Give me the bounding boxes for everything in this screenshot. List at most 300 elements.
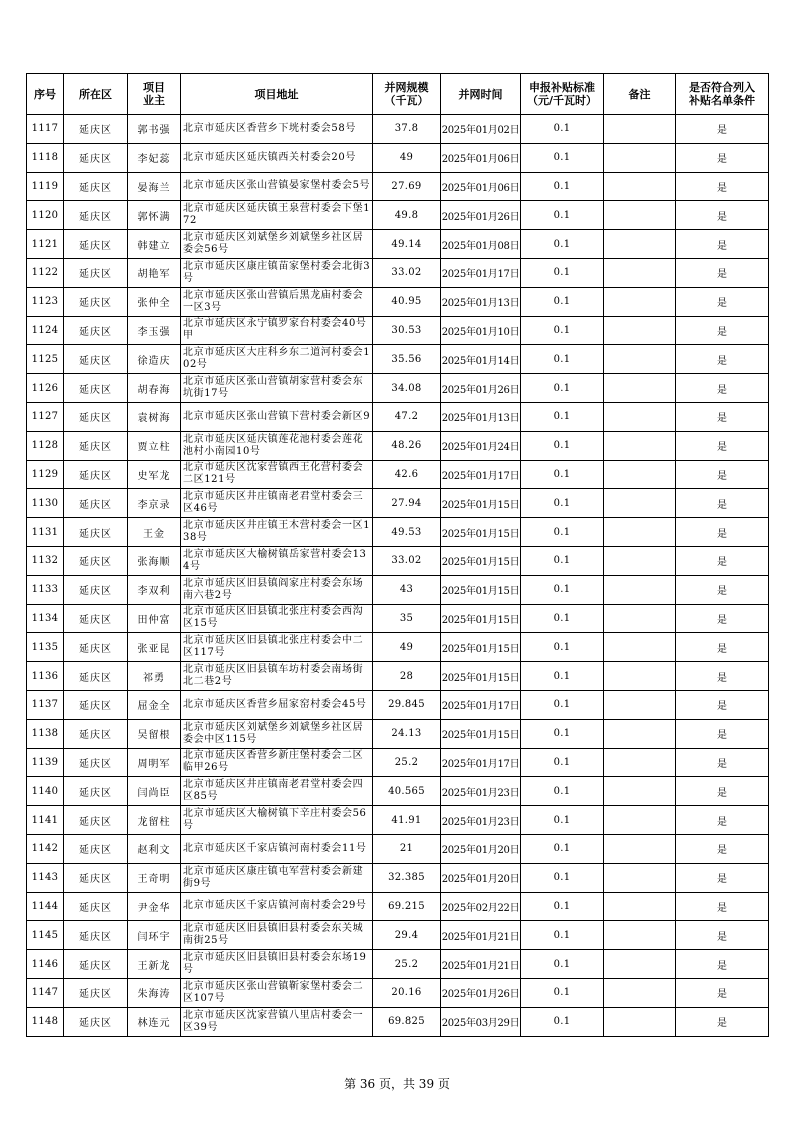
serial-cell: 1144 bbox=[27, 892, 64, 921]
subsidy-cell: 0.1 bbox=[521, 374, 604, 403]
district-cell: 延庆区 bbox=[64, 115, 128, 144]
grid-date-cell: 2025年01月17日 bbox=[441, 460, 521, 489]
district-cell: 延庆区 bbox=[64, 633, 128, 662]
grid-date-cell: 2025年01月21日 bbox=[441, 950, 521, 979]
header-district: 所在区 bbox=[64, 74, 128, 115]
address-cell: 北京市延庆区沈家营镇八里店村委会一区39号 bbox=[181, 1007, 373, 1036]
district-cell: 延庆区 bbox=[64, 690, 128, 719]
address-cell: 北京市延庆区井庄镇南老君堂村委会四区85号 bbox=[181, 777, 373, 806]
capacity-cell: 34.08 bbox=[373, 374, 441, 403]
grid-date-cell: 2025年01月13日 bbox=[441, 402, 521, 431]
capacity-cell: 42.6 bbox=[373, 460, 441, 489]
remarks-cell bbox=[604, 863, 676, 892]
subsidy-cell: 0.1 bbox=[521, 1007, 604, 1036]
eligibility-cell: 是 bbox=[676, 201, 769, 230]
capacity-cell: 47.2 bbox=[373, 402, 441, 431]
capacity-cell: 21 bbox=[373, 834, 441, 863]
table-row bbox=[27, 950, 769, 979]
serial-cell: 1143 bbox=[27, 863, 64, 892]
eligibility-cell: 是 bbox=[676, 143, 769, 172]
address-cell: 北京市延庆区千家店镇河南村委会29号 bbox=[181, 892, 373, 921]
district-cell: 延庆区 bbox=[64, 374, 128, 403]
table-row bbox=[27, 777, 769, 806]
subsidy-table bbox=[26, 73, 769, 1037]
capacity-cell: 28 bbox=[373, 662, 441, 691]
serial-cell: 1127 bbox=[27, 402, 64, 431]
eligibility-cell: 是 bbox=[676, 892, 769, 921]
grid-date-cell: 2025年01月06日 bbox=[441, 143, 521, 172]
table-row bbox=[27, 201, 769, 230]
serial-cell: 1147 bbox=[27, 978, 64, 1007]
address-cell: 北京市延庆区香营乡屈家窑村委会45号 bbox=[181, 690, 373, 719]
district-cell: 延庆区 bbox=[64, 950, 128, 979]
header-address: 项目地址 bbox=[181, 74, 373, 115]
capacity-cell: 20.16 bbox=[373, 978, 441, 1007]
district-cell: 延庆区 bbox=[64, 546, 128, 575]
grid-date-cell: 2025年01月23日 bbox=[441, 777, 521, 806]
eligibility-cell: 是 bbox=[676, 345, 769, 374]
remarks-cell bbox=[604, 575, 676, 604]
district-cell: 延庆区 bbox=[64, 460, 128, 489]
owner-cell: 尹金华 bbox=[128, 892, 181, 921]
eligibility-cell: 是 bbox=[676, 863, 769, 892]
capacity-cell: 27.94 bbox=[373, 489, 441, 518]
grid-date-cell: 2025年01月15日 bbox=[441, 633, 521, 662]
address-cell: 北京市延庆区大榆树镇岳家营村委会134号 bbox=[181, 546, 373, 575]
district-cell: 延庆区 bbox=[64, 345, 128, 374]
subsidy-cell: 0.1 bbox=[521, 662, 604, 691]
serial-cell: 1121 bbox=[27, 230, 64, 259]
eligibility-cell: 是 bbox=[676, 460, 769, 489]
owner-cell: 闫环宇 bbox=[128, 921, 181, 950]
remarks-cell bbox=[604, 287, 676, 316]
serial-cell: 1129 bbox=[27, 460, 64, 489]
owner-cell: 龙留柱 bbox=[128, 806, 181, 835]
capacity-cell: 29.4 bbox=[373, 921, 441, 950]
table-row bbox=[27, 316, 769, 345]
remarks-cell bbox=[604, 431, 676, 460]
subsidy-cell: 0.1 bbox=[521, 806, 604, 835]
remarks-cell bbox=[604, 115, 676, 144]
address-cell: 北京市延庆区香营乡新庄堡村委会二区临甲26号 bbox=[181, 748, 373, 777]
owner-cell: 张海顺 bbox=[128, 546, 181, 575]
capacity-cell: 24.13 bbox=[373, 719, 441, 748]
owner-cell: 郭怀满 bbox=[128, 201, 181, 230]
eligibility-cell: 是 bbox=[676, 806, 769, 835]
district-cell: 延庆区 bbox=[64, 287, 128, 316]
district-cell: 延庆区 bbox=[64, 719, 128, 748]
capacity-cell: 35 bbox=[373, 604, 441, 633]
serial-cell: 1139 bbox=[27, 748, 64, 777]
subsidy-cell: 0.1 bbox=[521, 978, 604, 1007]
subsidy-cell: 0.1 bbox=[521, 748, 604, 777]
eligibility-cell: 是 bbox=[676, 690, 769, 719]
remarks-cell bbox=[604, 1007, 676, 1036]
district-cell: 延庆区 bbox=[64, 489, 128, 518]
owner-cell: 李妃蕊 bbox=[128, 143, 181, 172]
remarks-cell bbox=[604, 402, 676, 431]
grid-date-cell: 2025年01月15日 bbox=[441, 575, 521, 604]
address-cell: 北京市延庆区刘斌堡乡刘斌堡乡社区居委会56号 bbox=[181, 230, 373, 259]
address-cell: 北京市延庆区张山营镇靳家堡村委会二区107号 bbox=[181, 978, 373, 1007]
header-grid-date: 并网时间 bbox=[441, 74, 521, 115]
subsidy-cell: 0.1 bbox=[521, 230, 604, 259]
owner-cell: 吴留根 bbox=[128, 719, 181, 748]
remarks-cell bbox=[604, 978, 676, 1007]
header-serial: 序号 bbox=[27, 74, 64, 115]
eligibility-cell: 是 bbox=[676, 748, 769, 777]
capacity-cell: 25.2 bbox=[373, 950, 441, 979]
capacity-cell: 69.825 bbox=[373, 1007, 441, 1036]
grid-date-cell: 2025年01月08日 bbox=[441, 230, 521, 259]
grid-date-cell: 2025年03月29日 bbox=[441, 1007, 521, 1036]
eligibility-cell: 是 bbox=[676, 719, 769, 748]
subsidy-cell: 0.1 bbox=[521, 863, 604, 892]
owner-cell: 王金 bbox=[128, 518, 181, 547]
subsidy-cell: 0.1 bbox=[521, 172, 604, 201]
grid-date-cell: 2025年01月17日 bbox=[441, 258, 521, 287]
subsidy-cell: 0.1 bbox=[521, 431, 604, 460]
capacity-cell: 32.385 bbox=[373, 863, 441, 892]
grid-date-cell: 2025年01月10日 bbox=[441, 316, 521, 345]
serial-cell: 1142 bbox=[27, 834, 64, 863]
owner-cell: 朱海涛 bbox=[128, 978, 181, 1007]
eligibility-cell: 是 bbox=[676, 662, 769, 691]
remarks-cell bbox=[604, 143, 676, 172]
remarks-cell bbox=[604, 230, 676, 259]
grid-date-cell: 2025年01月17日 bbox=[441, 690, 521, 719]
subsidy-cell: 0.1 bbox=[521, 316, 604, 345]
remarks-cell bbox=[604, 950, 676, 979]
serial-cell: 1138 bbox=[27, 719, 64, 748]
serial-cell: 1136 bbox=[27, 662, 64, 691]
capacity-cell: 30.53 bbox=[373, 316, 441, 345]
remarks-cell bbox=[604, 604, 676, 633]
owner-cell: 周明军 bbox=[128, 748, 181, 777]
address-cell: 北京市延庆区张山营镇胡家营村委会东坑街17号 bbox=[181, 374, 373, 403]
table-row bbox=[27, 345, 769, 374]
address-cell: 北京市延庆区井庄镇王木营村委会一区138号 bbox=[181, 518, 373, 547]
owner-cell: 李双利 bbox=[128, 575, 181, 604]
owner-cell: 王新龙 bbox=[128, 950, 181, 979]
address-cell: 北京市延庆区刘斌堡乡刘斌堡乡社区居委会中区115号 bbox=[181, 719, 373, 748]
grid-date-cell: 2025年01月15日 bbox=[441, 489, 521, 518]
eligibility-cell: 是 bbox=[676, 172, 769, 201]
eligibility-cell: 是 bbox=[676, 402, 769, 431]
address-cell: 北京市延庆区康庄镇屯军营村委会新建街9号 bbox=[181, 863, 373, 892]
owner-cell: 郭书强 bbox=[128, 115, 181, 144]
owner-cell: 闫尚臣 bbox=[128, 777, 181, 806]
subsidy-cell: 0.1 bbox=[521, 719, 604, 748]
address-cell: 北京市延庆区张山营镇下营村委会新区9 bbox=[181, 402, 373, 431]
eligibility-cell: 是 bbox=[676, 374, 769, 403]
district-cell: 延庆区 bbox=[64, 806, 128, 835]
capacity-cell: 49 bbox=[373, 143, 441, 172]
owner-cell: 徐造庆 bbox=[128, 345, 181, 374]
grid-date-cell: 2025年01月26日 bbox=[441, 201, 521, 230]
subsidy-cell: 0.1 bbox=[521, 575, 604, 604]
table-row bbox=[27, 230, 769, 259]
subsidy-cell: 0.1 bbox=[521, 604, 604, 633]
serial-cell: 1146 bbox=[27, 950, 64, 979]
table-body bbox=[27, 115, 769, 1037]
table-row bbox=[27, 143, 769, 172]
eligibility-cell: 是 bbox=[676, 431, 769, 460]
owner-cell: 韩建立 bbox=[128, 230, 181, 259]
capacity-cell: 41.91 bbox=[373, 806, 441, 835]
grid-date-cell: 2025年01月15日 bbox=[441, 546, 521, 575]
owner-cell: 王奇明 bbox=[128, 863, 181, 892]
serial-cell: 1134 bbox=[27, 604, 64, 633]
address-cell: 北京市延庆区沈家营镇西王化营村委会二区121号 bbox=[181, 460, 373, 489]
header-owner: 项目 业主 bbox=[128, 74, 181, 115]
owner-cell: 李玉强 bbox=[128, 316, 181, 345]
remarks-cell bbox=[604, 518, 676, 547]
subsidy-cell: 0.1 bbox=[521, 690, 604, 719]
subsidy-cell: 0.1 bbox=[521, 921, 604, 950]
district-cell: 延庆区 bbox=[64, 230, 128, 259]
serial-cell: 1123 bbox=[27, 287, 64, 316]
district-cell: 延庆区 bbox=[64, 978, 128, 1007]
district-cell: 延庆区 bbox=[64, 834, 128, 863]
eligibility-cell: 是 bbox=[676, 518, 769, 547]
page-footer: 第 36 页，共 39 页 bbox=[344, 1077, 450, 1091]
remarks-cell bbox=[604, 748, 676, 777]
grid-date-cell: 2025年01月14日 bbox=[441, 345, 521, 374]
address-cell: 北京市延庆区康庄镇苗家堡村委会北街3号 bbox=[181, 258, 373, 287]
district-cell: 延庆区 bbox=[64, 172, 128, 201]
remarks-cell bbox=[604, 633, 676, 662]
owner-cell: 胡春海 bbox=[128, 374, 181, 403]
capacity-cell: 49 bbox=[373, 633, 441, 662]
subsidy-cell: 0.1 bbox=[521, 345, 604, 374]
capacity-cell: 40.565 bbox=[373, 777, 441, 806]
owner-cell: 李京录 bbox=[128, 489, 181, 518]
capacity-cell: 43 bbox=[373, 575, 441, 604]
owner-cell: 胡艳军 bbox=[128, 258, 181, 287]
capacity-cell: 69.215 bbox=[373, 892, 441, 921]
table-row bbox=[27, 287, 769, 316]
serial-cell: 1130 bbox=[27, 489, 64, 518]
table-row bbox=[27, 460, 769, 489]
grid-date-cell: 2025年01月17日 bbox=[441, 748, 521, 777]
remarks-cell bbox=[604, 258, 676, 287]
table-row bbox=[27, 431, 769, 460]
address-cell: 北京市延庆区旧县镇旧县村委会东关城南街25号 bbox=[181, 921, 373, 950]
remarks-cell bbox=[604, 201, 676, 230]
owner-cell: 田仲富 bbox=[128, 604, 181, 633]
subsidy-cell: 0.1 bbox=[521, 892, 604, 921]
district-cell: 延庆区 bbox=[64, 921, 128, 950]
serial-cell: 1118 bbox=[27, 143, 64, 172]
eligibility-cell: 是 bbox=[676, 489, 769, 518]
serial-cell: 1117 bbox=[27, 115, 64, 144]
eligibility-cell: 是 bbox=[676, 258, 769, 287]
table-row bbox=[27, 1007, 769, 1036]
grid-date-cell: 2025年01月02日 bbox=[441, 115, 521, 144]
remarks-cell bbox=[604, 690, 676, 719]
district-cell: 延庆区 bbox=[64, 662, 128, 691]
remarks-cell bbox=[604, 460, 676, 489]
capacity-cell: 37.8 bbox=[373, 115, 441, 144]
subsidy-cell: 0.1 bbox=[521, 546, 604, 575]
table-row bbox=[27, 489, 769, 518]
grid-date-cell: 2025年01月26日 bbox=[441, 374, 521, 403]
remarks-cell bbox=[604, 374, 676, 403]
district-cell: 延庆区 bbox=[64, 402, 128, 431]
subsidy-cell: 0.1 bbox=[521, 633, 604, 662]
district-cell: 延庆区 bbox=[64, 143, 128, 172]
capacity-cell: 29.845 bbox=[373, 690, 441, 719]
serial-cell: 1135 bbox=[27, 633, 64, 662]
grid-date-cell: 2025年01月20日 bbox=[441, 834, 521, 863]
owner-cell: 屈金全 bbox=[128, 690, 181, 719]
remarks-cell bbox=[604, 546, 676, 575]
remarks-cell bbox=[604, 172, 676, 201]
owner-cell: 张亚昆 bbox=[128, 633, 181, 662]
district-cell: 延庆区 bbox=[64, 518, 128, 547]
eligibility-cell: 是 bbox=[676, 604, 769, 633]
table-row bbox=[27, 892, 769, 921]
serial-cell: 1148 bbox=[27, 1007, 64, 1036]
serial-cell: 1126 bbox=[27, 374, 64, 403]
address-cell: 北京市延庆区张山营镇后黑龙庙村委会一区3号 bbox=[181, 287, 373, 316]
subsidy-cell: 0.1 bbox=[521, 460, 604, 489]
capacity-cell: 49.8 bbox=[373, 201, 441, 230]
grid-date-cell: 2025年01月13日 bbox=[441, 287, 521, 316]
table-row bbox=[27, 921, 769, 950]
table-header-row bbox=[27, 74, 769, 115]
table-row bbox=[27, 604, 769, 633]
serial-cell: 1132 bbox=[27, 546, 64, 575]
owner-cell: 赵利文 bbox=[128, 834, 181, 863]
subsidy-cell: 0.1 bbox=[521, 201, 604, 230]
table-row bbox=[27, 834, 769, 863]
owner-cell: 晏海兰 bbox=[128, 172, 181, 201]
grid-date-cell: 2025年01月15日 bbox=[441, 604, 521, 633]
remarks-cell bbox=[604, 806, 676, 835]
eligibility-cell: 是 bbox=[676, 633, 769, 662]
district-cell: 延庆区 bbox=[64, 316, 128, 345]
eligibility-cell: 是 bbox=[676, 1007, 769, 1036]
table-row bbox=[27, 806, 769, 835]
table-row bbox=[27, 402, 769, 431]
district-cell: 延庆区 bbox=[64, 748, 128, 777]
table-row bbox=[27, 518, 769, 547]
owner-cell: 袁树海 bbox=[128, 402, 181, 431]
subsidy-cell: 0.1 bbox=[521, 777, 604, 806]
capacity-cell: 27.69 bbox=[373, 172, 441, 201]
address-cell: 北京市延庆区大庄科乡东二道河村委会102号 bbox=[181, 345, 373, 374]
remarks-cell bbox=[604, 777, 676, 806]
remarks-cell bbox=[604, 345, 676, 374]
table-row bbox=[27, 575, 769, 604]
owner-cell: 史军龙 bbox=[128, 460, 181, 489]
eligibility-cell: 是 bbox=[676, 546, 769, 575]
remarks-cell bbox=[604, 834, 676, 863]
serial-cell: 1124 bbox=[27, 316, 64, 345]
capacity-cell: 40.95 bbox=[373, 287, 441, 316]
table-row bbox=[27, 172, 769, 201]
grid-date-cell: 2025年01月20日 bbox=[441, 863, 521, 892]
address-cell: 北京市延庆区旧县镇车坊村委会南场街北二巷2号 bbox=[181, 662, 373, 691]
serial-cell: 1128 bbox=[27, 431, 64, 460]
capacity-cell: 49.14 bbox=[373, 230, 441, 259]
serial-cell: 1133 bbox=[27, 575, 64, 604]
serial-cell: 1131 bbox=[27, 518, 64, 547]
address-cell: 北京市延庆区旧县镇北张庄村委会中二区117号 bbox=[181, 633, 373, 662]
subsidy-cell: 0.1 bbox=[521, 518, 604, 547]
owner-cell: 张仲全 bbox=[128, 287, 181, 316]
eligibility-cell: 是 bbox=[676, 978, 769, 1007]
capacity-cell: 49.53 bbox=[373, 518, 441, 547]
grid-date-cell: 2025年01月24日 bbox=[441, 431, 521, 460]
capacity-cell: 33.02 bbox=[373, 546, 441, 575]
table-row bbox=[27, 633, 769, 662]
owner-cell: 贾立柱 bbox=[128, 431, 181, 460]
owner-cell: 林连元 bbox=[128, 1007, 181, 1036]
serial-cell: 1119 bbox=[27, 172, 64, 201]
capacity-cell: 35.56 bbox=[373, 345, 441, 374]
capacity-cell: 25.2 bbox=[373, 748, 441, 777]
remarks-cell bbox=[604, 316, 676, 345]
table-row bbox=[27, 978, 769, 1007]
remarks-cell bbox=[604, 719, 676, 748]
grid-date-cell: 2025年01月15日 bbox=[441, 518, 521, 547]
table-row bbox=[27, 863, 769, 892]
district-cell: 延庆区 bbox=[64, 431, 128, 460]
serial-cell: 1125 bbox=[27, 345, 64, 374]
table-row bbox=[27, 546, 769, 575]
address-cell: 北京市延庆区永宁镇罗家台村委会40号甲 bbox=[181, 316, 373, 345]
header-subsidy-standard: 申报补贴标准 （元/千瓦时） bbox=[521, 74, 604, 115]
address-cell: 北京市延庆区井庄镇南老君堂村委会三区46号 bbox=[181, 489, 373, 518]
capacity-cell: 48.26 bbox=[373, 431, 441, 460]
table-row bbox=[27, 748, 769, 777]
owner-cell: 祁勇 bbox=[128, 662, 181, 691]
serial-cell: 1120 bbox=[27, 201, 64, 230]
subsidy-cell: 0.1 bbox=[521, 258, 604, 287]
header-capacity: 并网规模 （千瓦） bbox=[373, 74, 441, 115]
eligibility-cell: 是 bbox=[676, 834, 769, 863]
table-row bbox=[27, 374, 769, 403]
address-cell: 北京市延庆区延庆镇西关村委会20号 bbox=[181, 143, 373, 172]
address-cell: 北京市延庆区旧县镇阎家庄村委会东场南六巷2号 bbox=[181, 575, 373, 604]
header-eligibility: 是否符合列入 补贴名单条件 bbox=[676, 74, 769, 115]
subsidy-cell: 0.1 bbox=[521, 489, 604, 518]
subsidy-cell: 0.1 bbox=[521, 287, 604, 316]
eligibility-cell: 是 bbox=[676, 287, 769, 316]
eligibility-cell: 是 bbox=[676, 777, 769, 806]
eligibility-cell: 是 bbox=[676, 575, 769, 604]
address-cell: 北京市延庆区延庆镇莲花池村委会莲花池村小南园10号 bbox=[181, 431, 373, 460]
address-cell: 北京市延庆区旧县镇旧县村委会东场19号 bbox=[181, 950, 373, 979]
remarks-cell bbox=[604, 892, 676, 921]
subsidy-cell: 0.1 bbox=[521, 950, 604, 979]
subsidy-cell: 0.1 bbox=[521, 115, 604, 144]
table-row bbox=[27, 115, 769, 144]
table-row bbox=[27, 258, 769, 287]
grid-date-cell: 2025年01月15日 bbox=[441, 662, 521, 691]
grid-date-cell: 2025年01月26日 bbox=[441, 978, 521, 1007]
address-cell: 北京市延庆区香营乡下垙村委会58号 bbox=[181, 115, 373, 144]
district-cell: 延庆区 bbox=[64, 575, 128, 604]
address-cell: 北京市延庆区延庆镇王泉营村委会下堡172 bbox=[181, 201, 373, 230]
address-cell: 北京市延庆区旧县镇北张庄村委会西沟区15号 bbox=[181, 604, 373, 633]
district-cell: 延庆区 bbox=[64, 892, 128, 921]
remarks-cell bbox=[604, 662, 676, 691]
grid-date-cell: 2025年01月21日 bbox=[441, 921, 521, 950]
